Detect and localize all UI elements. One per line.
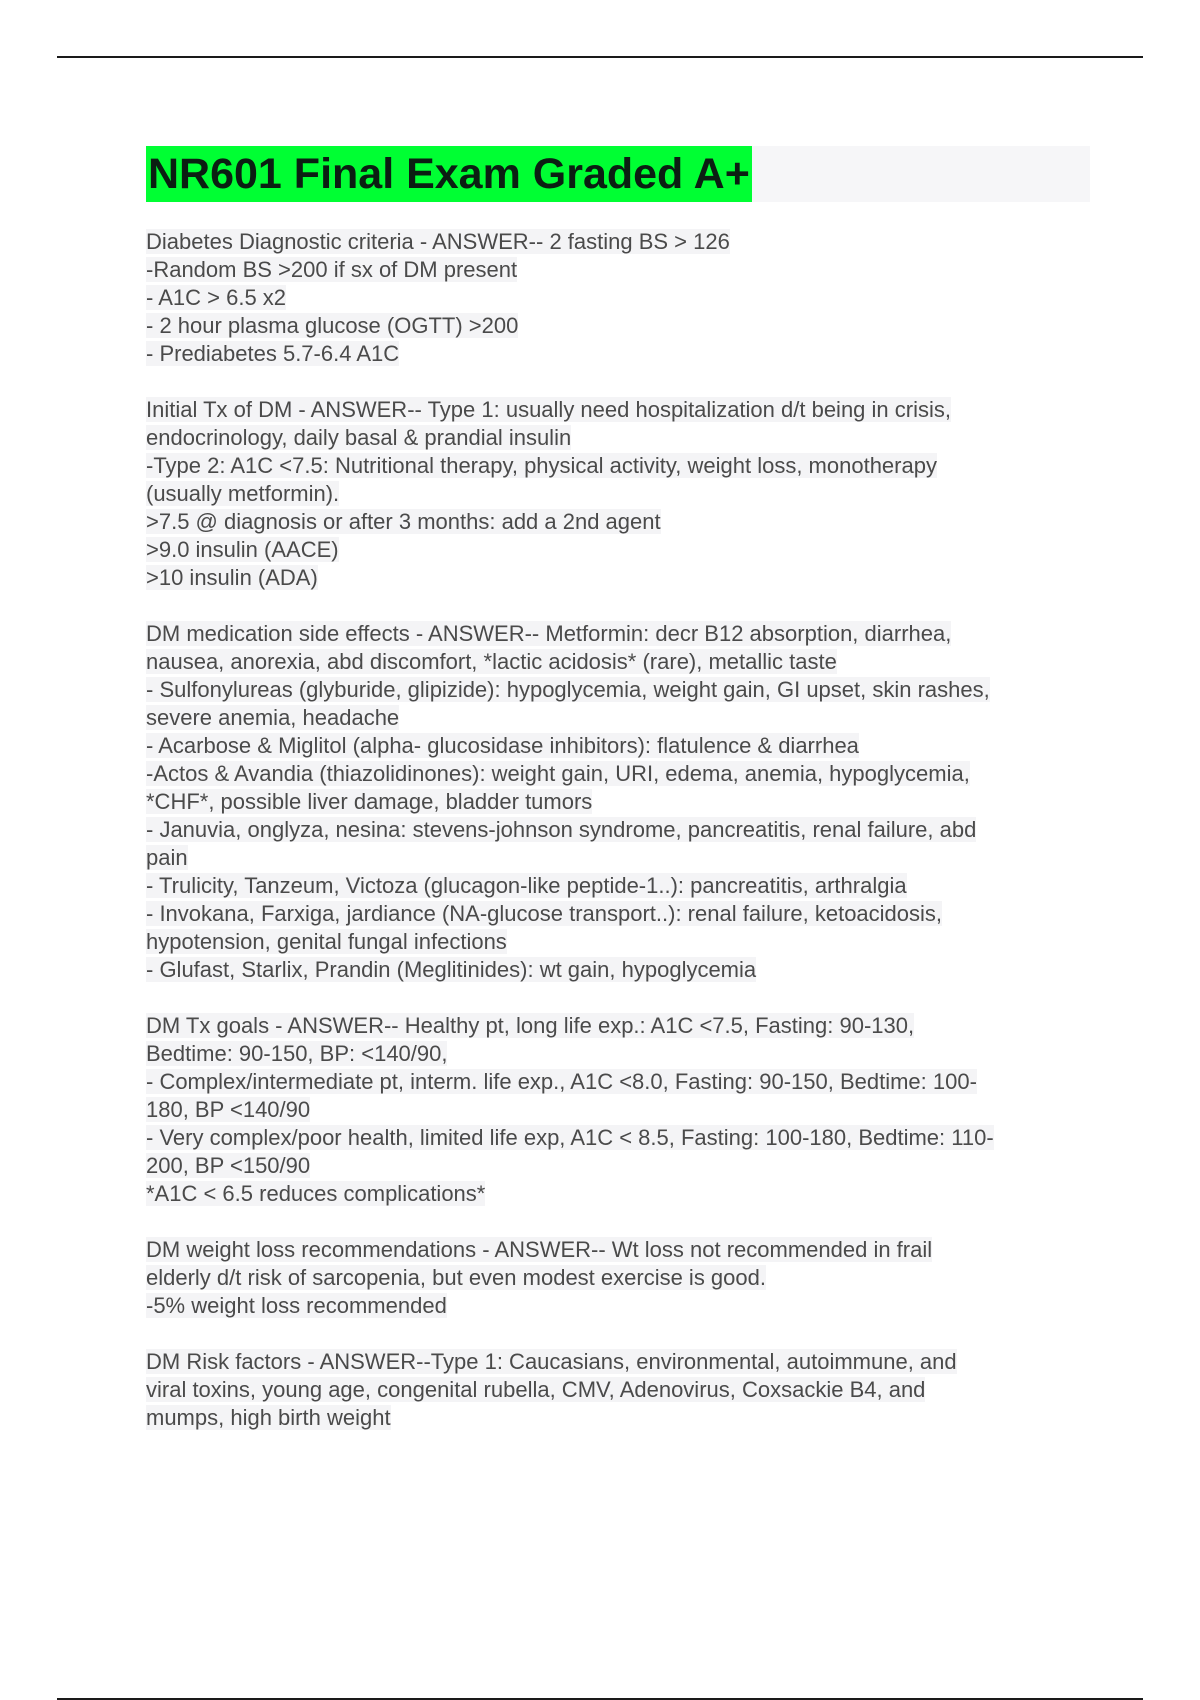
text-line <box>146 508 1090 536</box>
text-line-content: (usually metformin). <box>146 481 340 506</box>
text-line-content: elderly d/t risk of sarcopenia, but even modest exercise is good. <box>146 1265 766 1290</box>
text-line <box>146 1012 1090 1040</box>
text-line <box>146 312 1090 340</box>
text-line-content: - A1C > 6.5 x2 <box>146 285 287 310</box>
text-line-content: DM weight loss recommendations - ANSWER-- Wt loss not recommended in frail <box>146 1237 933 1262</box>
text-line-content: severe anemia, headache <box>146 705 400 730</box>
qa-section <box>146 1012 1090 1208</box>
text-line <box>146 1236 1090 1264</box>
text-line-content: Initial Tx of DM - ANSWER-- Type 1: usually need hospitalization d/t being in crisis, <box>146 397 951 422</box>
text-line-content: DM medication side effects - ANSWER-- Metformin: decr B12 absorption, diarrhea, <box>146 621 952 646</box>
text-line <box>146 1068 1090 1096</box>
top-rule <box>57 56 1143 58</box>
text-line-content: 200, BP <150/90 <box>146 1153 311 1178</box>
document-title: NR601 Final Exam Graded A+ <box>146 146 752 202</box>
text-line <box>146 1292 1090 1320</box>
text-line-content: viral toxins, young age, congenital rubella, CMV, Adenovirus, Coxsackie B4, and <box>146 1377 926 1402</box>
text-line-content: pain <box>146 845 188 870</box>
text-line <box>146 340 1090 368</box>
text-line <box>146 872 1090 900</box>
text-line <box>146 228 1090 256</box>
text-line <box>146 396 1090 424</box>
text-line-content: Bedtime: 90-150, BP: <140/90, <box>146 1041 448 1066</box>
text-line <box>146 676 1090 704</box>
text-line-content: hypotension, genital fungal infections <box>146 929 507 954</box>
text-line <box>146 564 1090 592</box>
text-line <box>146 844 1090 872</box>
text-line <box>146 1124 1090 1152</box>
qa-section <box>146 228 1090 368</box>
qa-section <box>146 620 1090 984</box>
text-line <box>146 1040 1090 1068</box>
text-line <box>146 620 1090 648</box>
text-line <box>146 704 1090 732</box>
qa-section <box>146 1236 1090 1320</box>
text-line-content: - Glufast, Starlix, Prandin (Meglitinides): wt gain, hypoglycemia <box>146 957 757 982</box>
text-line-content: DM Tx goals - ANSWER-- Healthy pt, long life exp.: A1C <7.5, Fasting: 90-130, <box>146 1013 915 1038</box>
qa-section <box>146 1348 1090 1432</box>
text-line <box>146 1180 1090 1208</box>
text-line <box>146 424 1090 452</box>
text-line-content: -Actos & Avandia (thiazolidinones): weight gain, URI, edema, anemia, hypoglycemia, <box>146 761 970 786</box>
text-line-content: >9.0 insulin (AACE) <box>146 537 339 562</box>
title-bar <box>146 146 1090 202</box>
text-line <box>146 1348 1090 1376</box>
text-line-content: DM Risk factors - ANSWER--Type 1: Caucasians, environmental, autoimmune, and <box>146 1349 957 1374</box>
text-line <box>146 284 1090 312</box>
text-line-content: mumps, high birth weight <box>146 1405 391 1430</box>
document-body <box>146 146 1090 1460</box>
text-line-content: >10 insulin (ADA) <box>146 565 318 590</box>
text-line <box>146 452 1090 480</box>
text-line-content: *CHF*, possible liver damage, bladder tumors <box>146 789 593 814</box>
text-line-content: - Invokana, Farxiga, jardiance (NA-glucose transport..): renal failure, ketoacidosis, <box>146 901 943 926</box>
text-line-content: Diabetes Diagnostic criteria - ANSWER-- 2 fasting BS > 126 <box>146 229 730 254</box>
text-line-content: >7.5 @ diagnosis or after 3 months: add a 2nd agent <box>146 509 661 534</box>
text-line-content: - Trulicity, Tanzeum, Victoza (glucagon-like peptide-1..): pancreatitis, arthralgia <box>146 873 907 898</box>
text-line-content: nausea, anorexia, abd discomfort, *lactic acidosis* (rare), metallic taste <box>146 649 837 674</box>
text-line <box>146 1096 1090 1124</box>
text-line-content: - Sulfonylureas (glyburide, glipizide): hypoglycemia, weight gain, GI upset, skin rashes, <box>146 677 990 702</box>
text-line <box>146 760 1090 788</box>
text-line <box>146 256 1090 284</box>
sections-container <box>146 228 1090 1432</box>
text-line-content: - 2 hour plasma glucose (OGTT) >200 <box>146 313 519 338</box>
text-line <box>146 1376 1090 1404</box>
text-line-content: - Very complex/poor health, limited life exp, A1C < 8.5, Fasting: 100-180, Bedtime: 110- <box>146 1125 994 1150</box>
text-line <box>146 900 1090 928</box>
qa-section <box>146 396 1090 592</box>
text-line <box>146 480 1090 508</box>
text-line-content: -5% weight loss recommended <box>146 1293 447 1318</box>
text-line <box>146 536 1090 564</box>
text-line <box>146 816 1090 844</box>
text-line <box>146 648 1090 676</box>
text-line-content: 180, BP <140/90 <box>146 1097 311 1122</box>
text-line <box>146 1404 1090 1432</box>
text-line <box>146 1264 1090 1292</box>
text-line-content: endocrinology, daily basal & prandial insulin <box>146 425 572 450</box>
text-line-content: - Acarbose & Miglitol (alpha- glucosidase inhibitors): flatulence & diarrhea <box>146 733 859 758</box>
text-line-content: -Type 2: A1C <7.5: Nutritional therapy, physical activity, weight loss, monotherapy <box>146 453 937 478</box>
text-line <box>146 956 1090 984</box>
text-line <box>146 788 1090 816</box>
text-line <box>146 732 1090 760</box>
text-line-content: -Random BS >200 if sx of DM present <box>146 257 518 282</box>
text-line-content: *A1C < 6.5 reduces complications* <box>146 1181 486 1206</box>
text-line-content: - Complex/intermediate pt, interm. life exp., A1C <8.0, Fasting: 90-150, Bedtime: 100- <box>146 1069 977 1094</box>
text-line <box>146 928 1090 956</box>
text-line-content: - Januvia, onglyza, nesina: stevens-johnson syndrome, pancreatitis, renal failure, abd <box>146 817 977 842</box>
text-line-content: - Prediabetes 5.7-6.4 A1C <box>146 341 400 366</box>
text-line <box>146 1152 1090 1180</box>
